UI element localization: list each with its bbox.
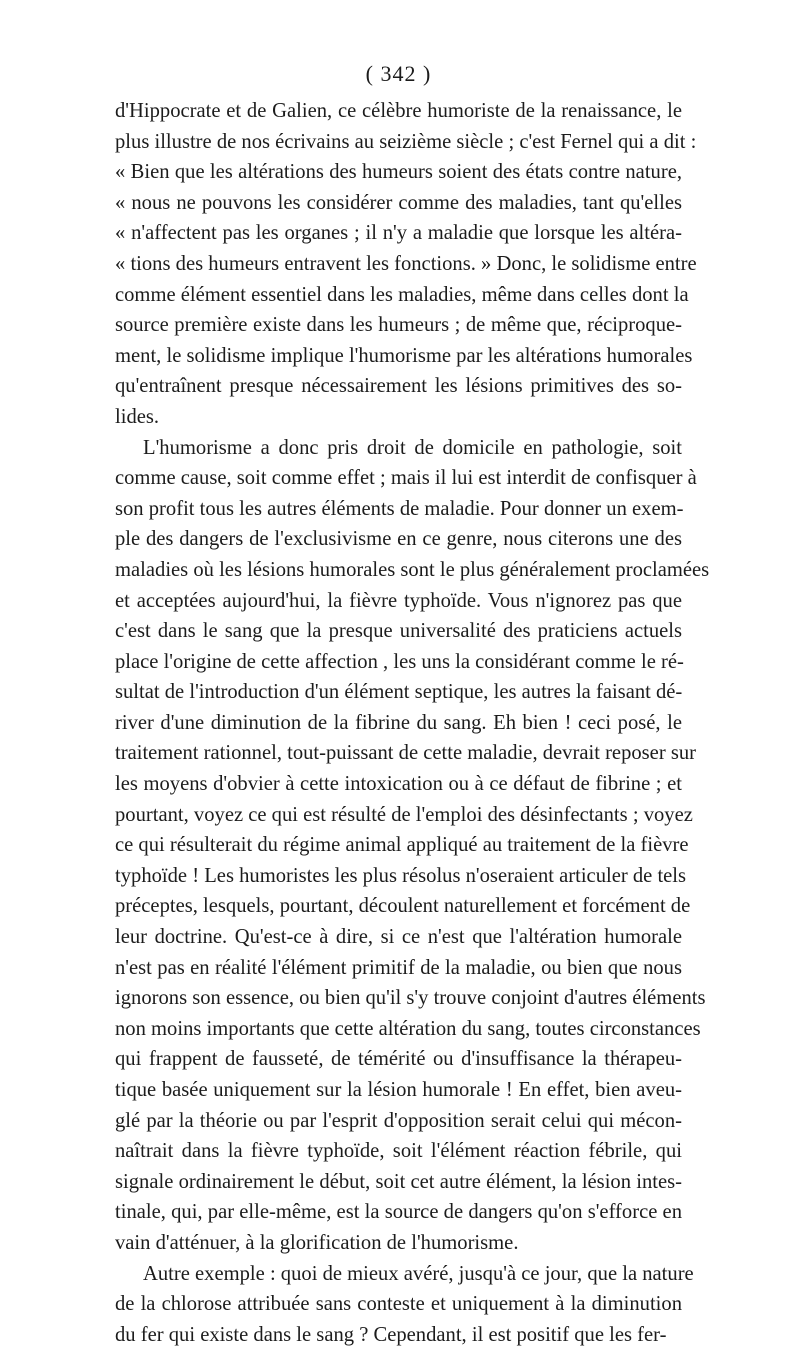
text-line: c'est dans le sang que la presque universalité des praticiens actuels bbox=[115, 620, 682, 643]
text-line: pourtant, voyez ce qui est résulté de l'emploi des désinfectants ; voyez bbox=[115, 803, 693, 826]
text-line: leur doctrine. Qu'est-ce à dire, si ce n'est que l'altération humorale bbox=[115, 926, 682, 949]
text-line: de la chlorose attribuée sans conteste et uniquement à la diminution bbox=[115, 1293, 682, 1316]
text-line: et acceptées aujourd'hui, la fièvre typhoïde. Vous n'ignorez pas que bbox=[115, 589, 682, 612]
text-line: typhoïde ! Les humoristes les plus résolus n'oseraient articuler de tels bbox=[115, 864, 687, 887]
page-number: ( 342 ) bbox=[365, 61, 432, 86]
text-line: préceptes, lesquels, pourtant, découlent naturellement et forcément de bbox=[115, 895, 691, 918]
text-line: non moins importants que cette altération du sang, toutes circonstances bbox=[115, 1017, 701, 1040]
text-line: qu'entraînent presque nécessairement les lésions primitives des so- bbox=[115, 375, 682, 398]
text-line: « nous ne pouvons les considérer comme des maladies, tant qu'elles bbox=[115, 191, 682, 214]
text-line: L'humorisme a donc pris droit de domicile en pathologie, soit bbox=[143, 436, 682, 459]
text-line: maladies où les lésions humorales sont le plus généralement proclamées bbox=[115, 558, 710, 581]
text-line: d'Hippocrate et de Galien, ce célèbre humoriste de la renaissance, le bbox=[115, 100, 682, 122]
text-line: sultat de l'introduction d'un élément septique, les autres la faisant dé- bbox=[115, 681, 683, 704]
text-line: river d'une diminution de la fibrine du sang. Eh bien ! ceci posé, le bbox=[115, 711, 682, 734]
text-line: ple des dangers de l'exclusivisme en ce genre, nous citerons une des bbox=[115, 528, 682, 551]
text-line: plus illustre de nos écrivains au seizième siècle ; c'est Fernel qui a dit : bbox=[115, 130, 697, 153]
text-line: « Bien que les altérations des humeurs soient des états contre nature, bbox=[115, 161, 682, 184]
text-line: les moyens d'obvier à cette intoxication ou à ce défaut de fibrine ; et bbox=[115, 773, 682, 796]
text-line: signale ordinairement le début, soit cet autre élément, la lésion intes- bbox=[115, 1170, 682, 1193]
text-line: source première existe dans les humeurs ; de même que, réciproque- bbox=[115, 314, 682, 337]
text-line: tinale, qui, par elle-même, est la source de dangers qu'on s'efforce en bbox=[115, 1201, 682, 1224]
paragraph bbox=[115, 1259, 694, 1350]
text-line: « tions des humeurs entravent les fonctions. » Donc, le solidisme entre bbox=[115, 252, 697, 275]
paragraph bbox=[115, 433, 710, 1259]
text-line: qui frappent de fausseté, de témérité ou d'insuffisance la thérapeu- bbox=[115, 1048, 682, 1071]
text-line: tique basée uniquement sur la lésion humorale ! En effet, bien aveu- bbox=[115, 1079, 682, 1101]
text-line: ignorons son essence, ou bien qu'il s'y trouve conjoint d'autres éléments bbox=[115, 987, 706, 1010]
text-line: « n'affectent pas les organes ; il n'y a maladie que lorsque les altéra- bbox=[115, 222, 682, 245]
text-line: son profit tous les autres éléments de maladie. Pour donner un exem- bbox=[115, 497, 684, 520]
text-line: Autre exemple : quoi de mieux avéré, jusqu'à ce jour, que la nature bbox=[143, 1262, 694, 1285]
text-line: ment, le solidisme implique l'humorisme par les altérations humorales bbox=[115, 344, 693, 367]
text-line: ce qui résulterait du régime animal appliqué au traitement de la fièvre bbox=[115, 834, 689, 857]
text-line: n'est pas en réalité l'élément primitif de la maladie, ou bien que nous bbox=[115, 956, 682, 979]
paragraph bbox=[115, 96, 697, 433]
text-line: du fer qui existe dans le sang ? Cependant, il est positif que les fer- bbox=[115, 1323, 667, 1346]
body-text bbox=[115, 96, 710, 1350]
text-line: comme cause, soit comme effet ; mais il lui est interdit de confisquer à bbox=[115, 467, 697, 490]
text-line: vain d'atténuer, à la glorification de l'humorisme. bbox=[115, 1231, 519, 1254]
text-line: place l'origine de cette affection , les uns la considérant comme le ré- bbox=[115, 650, 684, 673]
text-line: glé par la théorie ou par l'esprit d'opposition serait celui qui mécon- bbox=[115, 1109, 682, 1132]
text-line: naîtrait dans la fièvre typhoïde, soit l'élément réaction fébrile, qui bbox=[115, 1140, 682, 1163]
text-line: lides. bbox=[115, 405, 160, 428]
text-line: traitement rationnel, tout-puissant de cette maladie, devrait reposer sur bbox=[115, 742, 696, 765]
text-line: comme élément essentiel dans les maladies, même dans celles dont la bbox=[115, 283, 689, 306]
